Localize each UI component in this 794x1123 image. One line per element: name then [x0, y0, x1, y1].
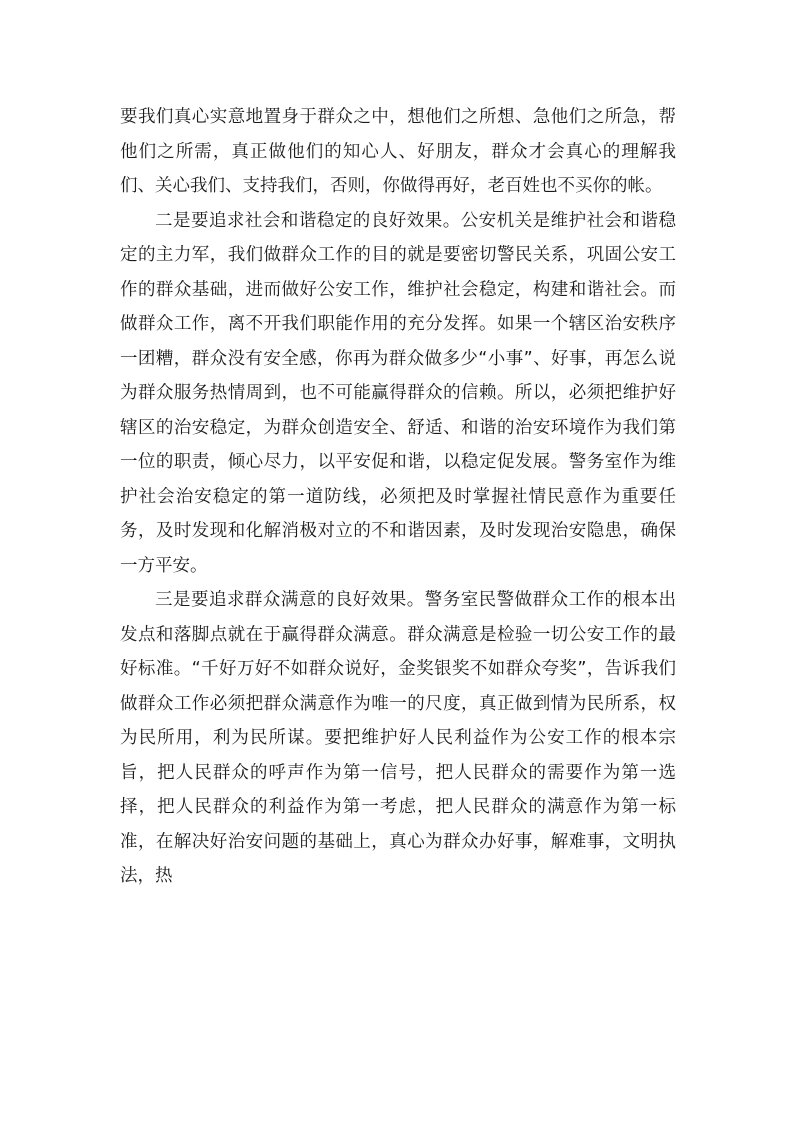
paragraph-1: 要我们真心实意地置身于群众之中，想他们之所想、急他们之所急，帮他们之所需，真正做他们的知心人、好朋友，群众才会真心的理解我们、关心我们、支持我们，否则，你做得再好，老百姓也不买你的帐。 — [120, 107, 676, 196]
paragraph-2: 二是要追求社会和谐稳定的良好效果。公安机关是维护社会和谐稳定的主力军，我们做群众工作的目的就是要密切警民关系，巩固公安工作的群众基础，进而做好公安工作，维护社会稳定，构建和谐社会。而做群众工作，离不开我们职能作用的充分发挥。如果一个辖区治安秩序一团糟，群众没有安全感，你再为群众做多少“小事”、好事，再怎么说为群众服务热情周到，也不可能赢得群众的信赖。所以，必须把维护好辖区的治安稳定，为群众创造安全、舒适、和谐的治安环境作为我们第一位的职责，倾心尽力，以平安促和谐，以稳定促发展。警务室作为维护社会治安稳定的第一道防线，必须把及时掌握社情民意作为重要任务，及时发现和化解消极对立的不和谐因素，及时发现治安隐患，确保一方平安。 — [120, 210, 676, 576]
body-text — [120, 100, 676, 894]
paragraph-3: 三是要追求群众满意的良好效果。警务室民警做群众工作的根本出发点和落脚点就在于赢得群众满意。群众满意是检验一切公安工作的最好标准。“千好万好不如群众说好，金奖银奖不如群众夸奖”，告诉我们做群众工作必须把群众满意作为唯一的尺度，真正做到情为民所系，权为民所用，利为民所谋。要把维护好人民利益作为公安工作的根本宗旨，把人民群众的呼声作为第一信号，把人民群众的需要作为第一选择，把人民群众的利益作为第一考虑，把人民群众的满意作为第一标准，在解决好治安问题的基础上，真心为群众办好事，解难事，文明执法，热 — [120, 590, 676, 886]
